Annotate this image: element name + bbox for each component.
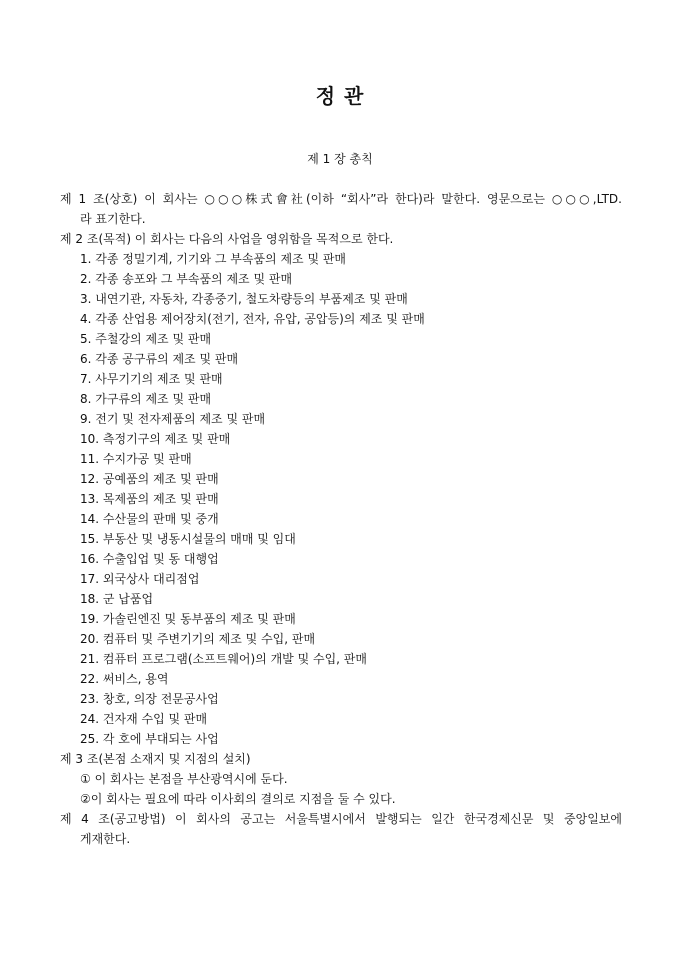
article-1-line-1: 제 1 조(상호) 이 회사는 ○○○株式會社(이하 “회사”라 한다)라 말한다. 영문으로는 ○○○,LTD. <box>60 192 622 206</box>
purpose-item: 13. 목제품의 제조 및 판매 <box>80 492 219 506</box>
purpose-item: 15. 부동산 및 냉동시설물의 매매 및 임대 <box>80 532 296 546</box>
article-2-heading: 제 2 조(목적) 이 회사는 다음의 사업을 영위함을 목적으로 한다. <box>60 232 394 246</box>
purpose-item: 10. 측정기구의 제조 및 판매 <box>80 432 231 446</box>
purpose-item: 16. 수출입업 및 동 대행업 <box>80 552 219 566</box>
document-title: 정 관 <box>315 84 365 108</box>
purpose-item: 22. 써비스, 용역 <box>80 672 169 686</box>
purpose-item: 21. 컴퓨터 프로그램(소프트웨어)의 개발 및 수입, 판매 <box>80 652 367 666</box>
document-body <box>60 189 622 849</box>
purpose-item: 25. 각 호에 부대되는 사업 <box>80 732 219 746</box>
purpose-item: 12. 공예품의 제조 및 판매 <box>80 472 219 486</box>
article-3-clause: ②이 회사는 필요에 따라 이사회의 결의로 지점을 둘 수 있다. <box>80 792 396 806</box>
article-3-heading: 제 3 조(본점 소재지 및 지점의 설치) <box>60 752 251 766</box>
purpose-item: 14. 수산물의 판매 및 중개 <box>80 512 219 526</box>
purpose-item: 23. 창호, 의장 전문공사업 <box>80 692 219 706</box>
article-3-clause: ① 이 회사는 본점을 부산광역시에 둔다. <box>80 772 288 786</box>
purpose-item: 24. 건자재 수입 및 판매 <box>80 712 208 726</box>
purpose-item: 20. 컴퓨터 및 주변기기의 제조 및 수입, 판매 <box>80 632 316 646</box>
purpose-item: 7. 사무기기의 제조 및 판매 <box>80 372 223 386</box>
purpose-item: 4. 각종 산업용 제어장치(전기, 전자, 유압, 공압등)의 제조 및 판매 <box>80 312 425 326</box>
article-4-line-1: 제 4 조(공고방법) 이 회사의 공고는 서울특별시에서 발행되는 일간 한국경제신문 및 중앙일보에 <box>60 812 622 826</box>
purpose-item: 8. 가구류의 제조 및 판매 <box>80 392 212 406</box>
purpose-item: 18. 군 납품업 <box>80 592 154 606</box>
purpose-item: 19. 가솔린엔진 및 동부품의 제조 및 판매 <box>80 612 296 626</box>
purpose-item: 17. 외국상사 대리점업 <box>80 572 200 586</box>
purpose-item: 1. 각종 정밀기계, 기기와 그 부속품의 제조 및 판매 <box>80 252 347 266</box>
purpose-item: 3. 내연기관, 자동차, 각종중기, 철도차량등의 부품제조 및 판매 <box>80 292 408 306</box>
article-4-line-2: 게재한다. <box>80 832 131 846</box>
chapter-heading: 제 1 장 총칙 <box>307 152 373 166</box>
purpose-item: 9. 전기 및 전자제품의 제조 및 판매 <box>80 412 266 426</box>
purpose-item: 2. 각종 송포와 그 부속품의 제조 및 판매 <box>80 272 293 286</box>
purpose-item: 5. 주철강의 제조 및 판매 <box>80 332 212 346</box>
purpose-item: 11. 수지가공 및 판매 <box>80 452 192 466</box>
purpose-item: 6. 각종 공구류의 제조 및 판매 <box>80 352 239 366</box>
article-1-line-2: 라 표기한다. <box>80 212 146 226</box>
